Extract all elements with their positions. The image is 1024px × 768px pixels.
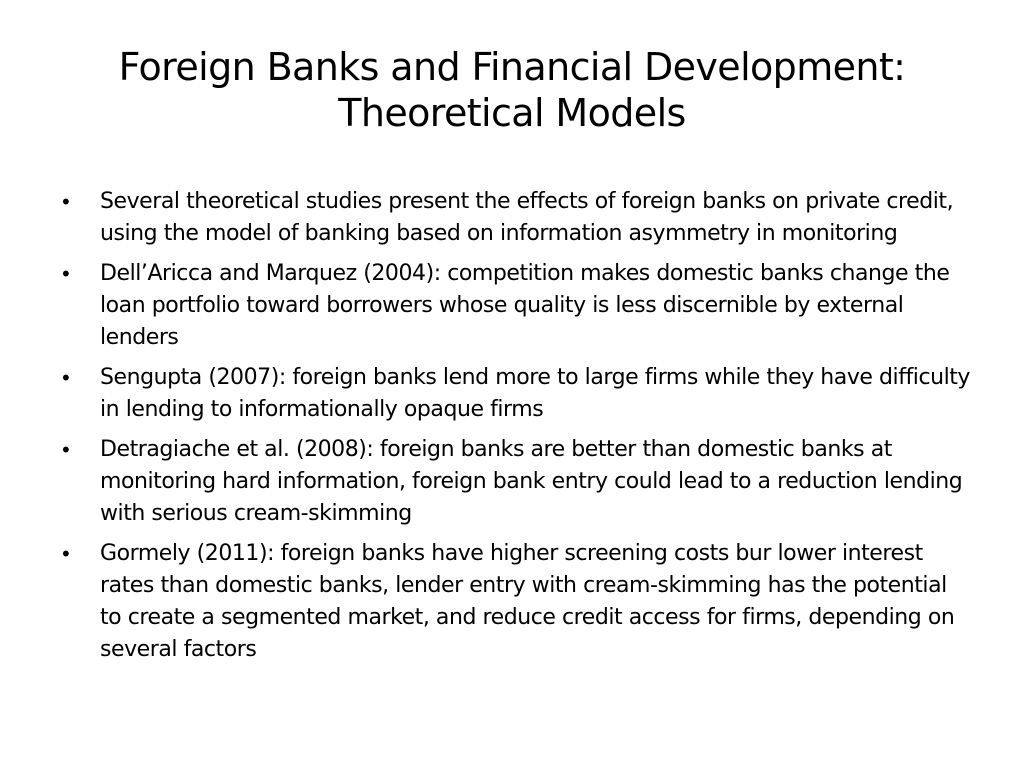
bullet-text: Sengupta (2007): foreign banks lend more to large firms while they have difficulty in lending to informationally opaque firms [100, 365, 970, 422]
bullet-item [60, 538, 970, 666]
bullet-text: Gormely (2011): foreign banks have higher screening costs bur lower interest rates than domestic banks, lender entry with cream-skimming has the potential to create a segmented market, and reduce credit access for firms, depending on several factors [100, 541, 955, 662]
bullet-item [60, 434, 970, 530]
slide-title [50, 44, 974, 136]
bullet-icon: • [60, 190, 72, 214]
bullet-icon: • [60, 542, 72, 566]
bullet-icon: • [60, 366, 72, 390]
slide-title-line-1: Foreign Banks and Financial Development: [118, 45, 906, 89]
bullet-icon: • [60, 262, 72, 286]
bullet-list [60, 186, 970, 674]
bullet-item [60, 258, 970, 354]
bullet-icon: • [60, 438, 72, 462]
bullet-item [60, 362, 970, 426]
bullet-text: Several theoretical studies present the effects of foreign banks on private credit, using the model of banking based on information asymmetry in monitoring [100, 189, 954, 246]
bullet-text: Detragiache et al. (2008): foreign banks are better than domestic banks at monitoring hard information, foreign bank entry could lead to a reduction lending with serious cream-skimming [100, 437, 963, 526]
slide-title-line-2: Theoretical Models [338, 91, 686, 135]
bullet-text: Dell’Aricca and Marquez (2004): competition makes domestic banks change the loan portfolio toward borrowers whose quality is less discernible by external lenders [100, 261, 950, 350]
bullet-item [60, 186, 970, 250]
